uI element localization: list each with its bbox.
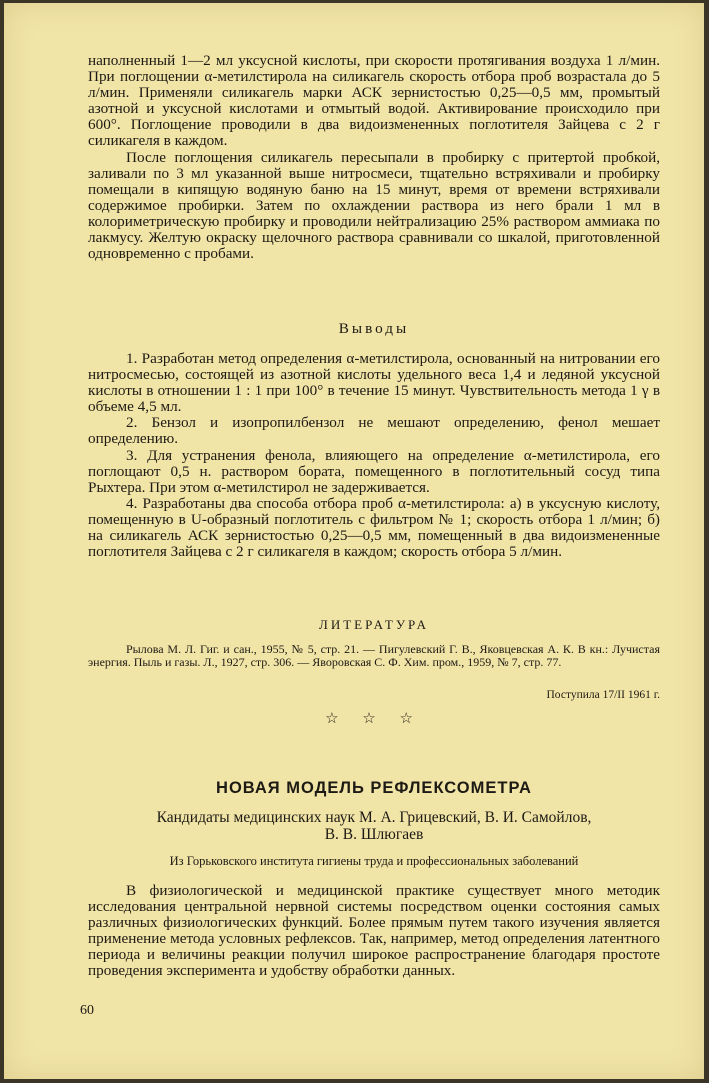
conclusion-item: 3. Для устранения фенола, влияющего на определение α-метилстирола, его поглощают 0,5 н. раствором бората, помещенного в поглотительный сосуд типа Рыхтера. При этом α-метилстирол не задерживается.	[88, 446, 660, 496]
article-paragraph: В физиологической и медицинской практике существует много методик исследования центральной нервной системы посредством оценки состояния самых различных физиологических функций. Более прямым путем такого изучения является применение метода условных рефлексов. Так, например, метод определения латентного периода и величины реакции получил широкое распространение благодаря простоте проведения эксперимента и удобству обработки данных.	[88, 882, 660, 980]
conclusions-heading: Выводы	[338, 320, 410, 337]
institution: Из Горьковского института гигиены труда и профессиональных заболеваний	[169, 854, 579, 868]
literature-references: Рылова М. Л. Гиг. и сан., 1955, № 5, стр. 21. — Пигулевский Г. В., Яковцевская А. К. В кн.: Лучистая энергия. Пыль и газы. Л., 1927, стр. 306. — Яворовская С. Ф. Хим. пром., 1959, № 7, стр. 77.	[88, 642, 660, 669]
article-title: НОВАЯ МОДЕЛЬ РЕФЛЕКСОМЕТРА	[216, 779, 532, 797]
page-number: 60	[80, 1003, 94, 1018]
conclusion-item: 4. Разработаны два способа отбора проб α-метилстирола: а) в уксусную кислоту, помещенную в U-образный поглотитель с фильтром № 1; скорость отбора 1 л/мин; б) на силикагель АСК зернистостью 0,25—0,5 мм, помещенный в два видоизмененные поглотителя Зайцева с 2 г силикагеля в каждом; скорость отбора 5 л/мин.	[88, 494, 660, 561]
star-separator: ☆ ☆ ☆	[325, 711, 423, 727]
authors-line-2: В. В. Шлюгаев	[324, 826, 424, 843]
separator-row	[88, 711, 660, 727]
received-note-row	[88, 687, 660, 703]
article-body	[88, 883, 660, 980]
literature-heading: ЛИТЕРАТУРА	[319, 617, 429, 632]
conclusions-list	[88, 351, 660, 560]
authors-line-1: Кандидаты медицинских наук М. А. Грицевский, В. И. Самойлов,	[156, 809, 592, 826]
received-date: Поступила 17/II 1961 г.	[546, 689, 660, 701]
paragraph-procedure: После поглощения силикагель пересыпали в пробирку с притертой пробкой, заливали по 3 мл указанной выше нитросмеси, тщательно встряхивали и пробирку помещали в кипящую водяную баню на 15 минут, время от времени встряхивали содержимое пробирки. Затем по охлаждении раствора из него брали 1 мл в колориметрическую пробирку и проводили нейтрализацию 25% раствором аммиака по лакмусу. Желтую окраску щелочного раствора сравнивали со шкалой, приготовленной одновременно с пробами.	[88, 148, 660, 263]
article-affiliation	[88, 853, 660, 869]
literature-list	[88, 643, 660, 669]
conclusion-item: 2. Бензол и изопропилбензол не мешают определению, фенол мешает определению.	[88, 414, 660, 448]
document-page	[4, 3, 704, 1079]
literature-section	[88, 619, 660, 632]
conclusion-item: 1. Разработан метод определения α-метилстирола, основанный на нитровании его нитросмесью, состоящей из азотной кислоты удельного веса 1,4 и ледяной уксусной кислоты в отношении 1 : 1 при 100° в течение 15 минут. Чувствительность метода 1 γ в объеме 4,5 мл.	[88, 350, 660, 416]
article-authors	[88, 809, 660, 843]
paragraph-sampling: наполненный 1—2 мл уксусной кислоты, при скорости протягивания воздуха 1 л/мин. При поглощении α-метилстирола на силикагель скорость отбора проб возрастала до 5 л/мин. Применяли силикагель марки АСК зернистостью 0,25—0,5 мм, промытый азотной и уксусной кислотами и отмытый водой. Активирование происходило при 600°. Поглощение проводили в два видоизмененных поглотителя Зайцева с 2 г силикагеля в каждом.	[88, 52, 660, 150]
article-header	[88, 779, 660, 798]
top-text-block	[88, 53, 660, 262]
conclusions-section	[88, 321, 660, 337]
